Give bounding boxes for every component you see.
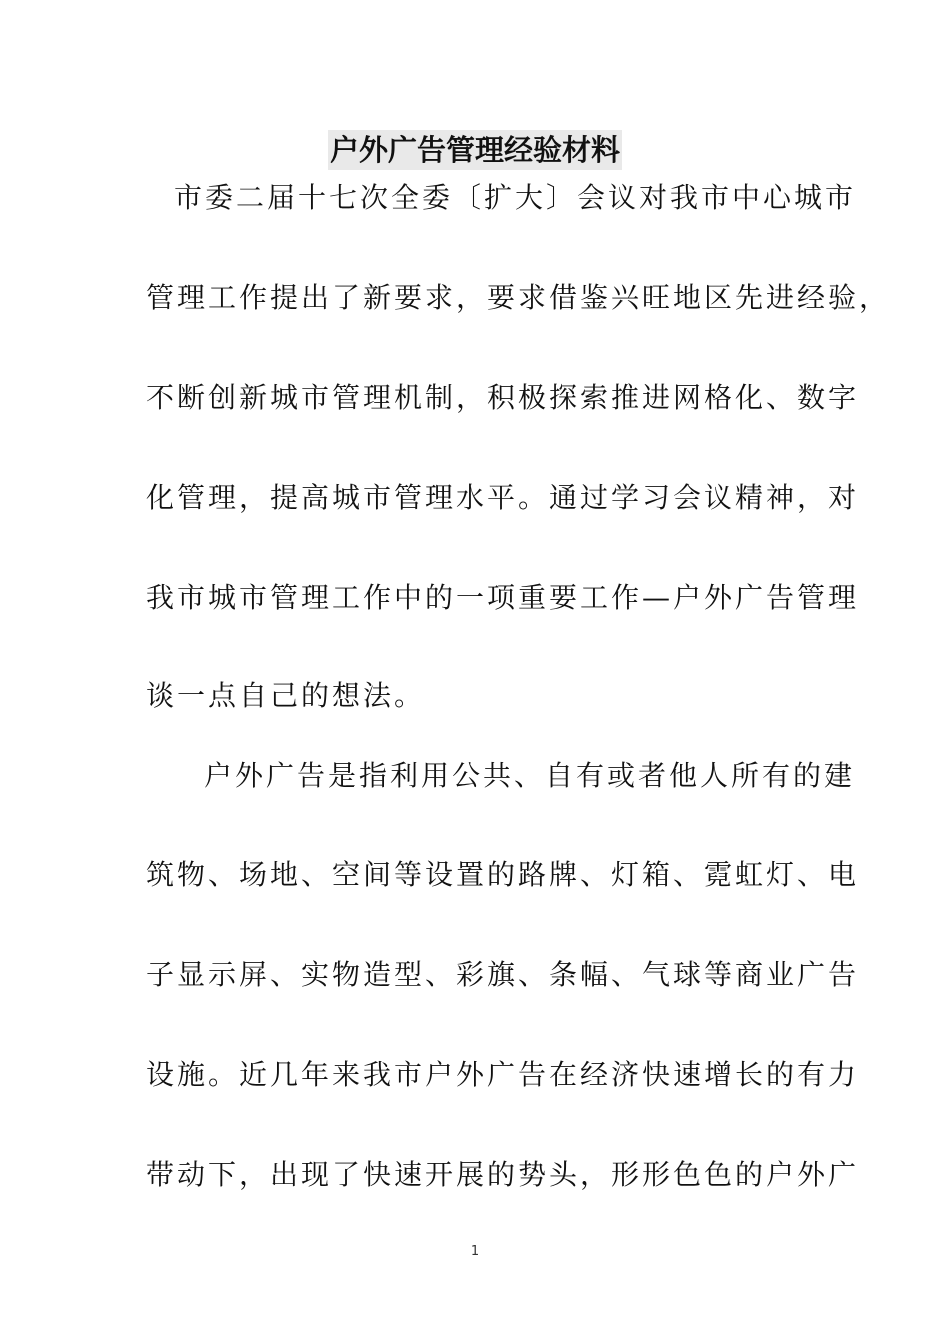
body-line: 我市城市管理工作中的一项重要工作—户外广告管理 [146, 581, 860, 614]
body-line: 子显示屏、实物造型、彩旗、条幅、气球等商业广告 [146, 958, 860, 991]
page-number: 1 [470, 1244, 480, 1259]
body-line: 化管理，提高城市管理水平。通过学习会议精神，对 [146, 481, 860, 514]
body-line: 带动下，出现了快速开展的势头，形形色色的户外广 [146, 1158, 860, 1191]
document-title-text: 户外广告管理经验材料 [328, 130, 622, 170]
body-line: 市委二届十七次全委〔扩大〕会议对我市中心城市 [174, 181, 857, 214]
body-line: 谈一点自己的想法。 [146, 679, 426, 712]
document-title [0, 130, 950, 170]
body-line: 不断创新城市管理机制，积极探索推进网格化、数字 [146, 381, 860, 414]
body-line: 筑物、场地、空间等设置的路牌、灯箱、霓虹灯、电 [146, 858, 860, 891]
body-line: 设施。近几年来我市户外广告在经济快速增长的有力 [146, 1058, 860, 1091]
body-line: 管理工作提出了新要求，要求借鉴兴旺地区先进经验， [146, 281, 891, 314]
body-line: 户外广告是指利用公共、自有或者他人所有的建 [204, 759, 856, 792]
